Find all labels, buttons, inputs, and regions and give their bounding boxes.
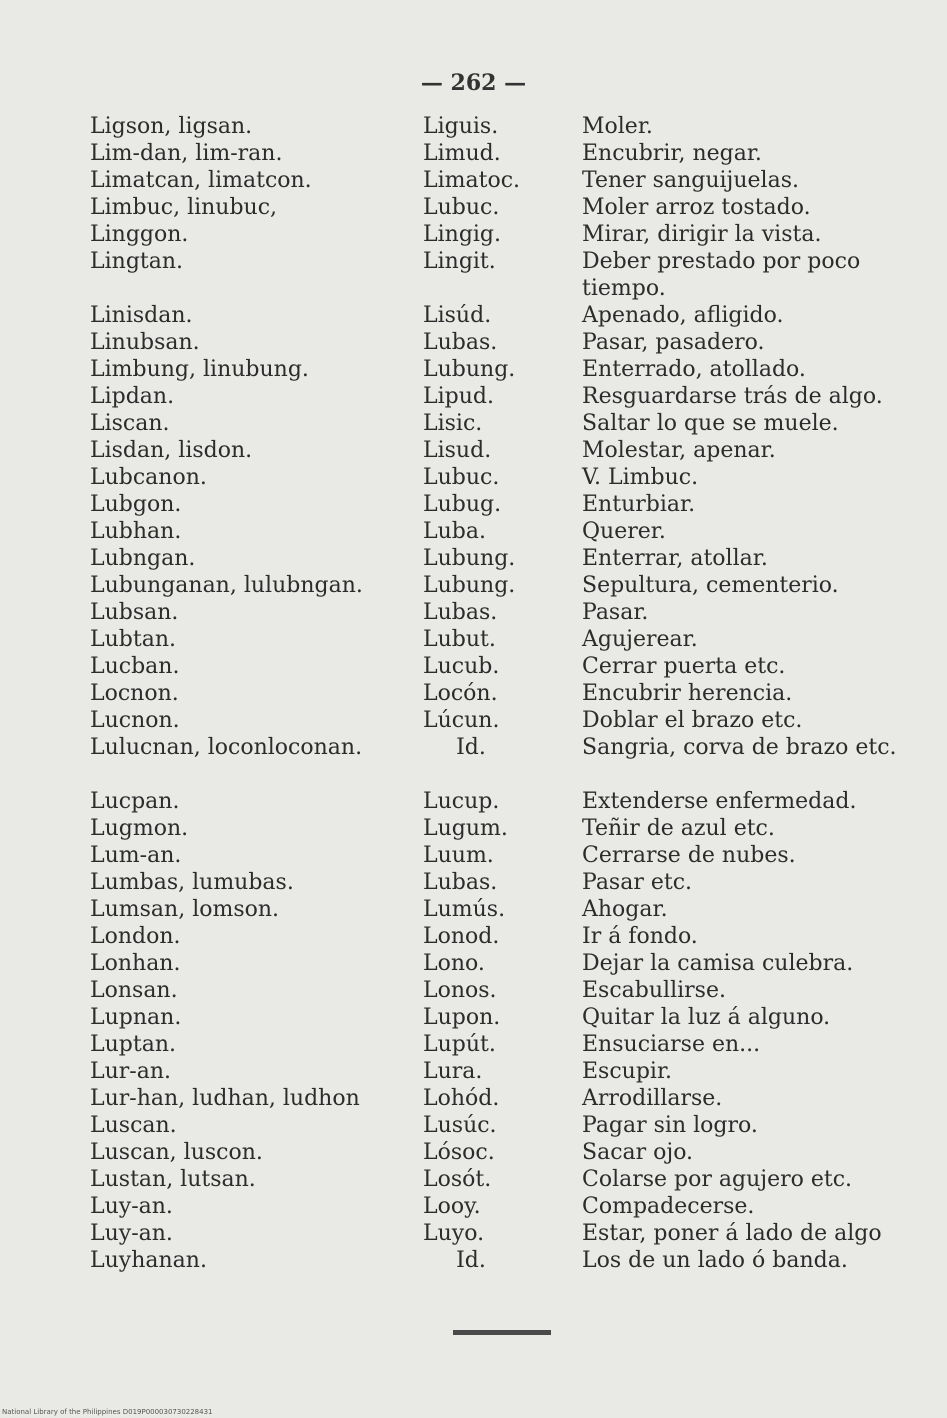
dictionary-entry xyxy=(0,113,947,140)
entry-root: Luum. xyxy=(423,843,494,868)
entry-meaning: Escabullirse. xyxy=(582,978,726,1003)
entry-meaning: Estar, poner á lado de algo xyxy=(582,1221,882,1246)
entry-meaning: Enterrado, atollado. xyxy=(582,357,806,382)
entry-meaning: Dejar la camisa culebra. xyxy=(582,951,854,976)
entry-root: Lono. xyxy=(423,951,485,976)
entry-meaning: Doblar el brazo etc. xyxy=(582,708,803,733)
entry-meaning: Escupir. xyxy=(582,1059,673,1084)
entry-word: Ligson, ligsan. xyxy=(90,114,253,139)
entry-root: Lubas. xyxy=(423,600,498,625)
dictionary-entry xyxy=(0,923,947,950)
entry-root: Lubung. xyxy=(423,546,516,571)
dictionary-entry xyxy=(0,653,947,680)
entry-meaning: Pagar sin logro. xyxy=(582,1113,758,1138)
dictionary-entry xyxy=(0,167,947,194)
entry-word: London. xyxy=(90,924,181,949)
dictionary-entry xyxy=(0,950,947,977)
dictionary-entries xyxy=(0,113,947,1274)
entry-meaning: Sangria, corva de brazo etc. xyxy=(582,735,897,760)
entry-meaning: Agujerear. xyxy=(582,627,698,652)
entry-root: Lisic. xyxy=(423,411,483,436)
entry-word: Limbung, linubung. xyxy=(90,357,309,382)
entry-word: Linubsan. xyxy=(90,330,200,355)
entry-word: Lubhan. xyxy=(90,519,182,544)
dictionary-entry xyxy=(0,329,947,356)
entry-word: Lonsan. xyxy=(90,978,178,1003)
dictionary-entry xyxy=(0,896,947,923)
entry-word: Luscan. xyxy=(90,1113,177,1138)
entry-root: Lura. xyxy=(423,1059,483,1084)
entry-word: Luscan, luscon. xyxy=(90,1140,263,1165)
entry-root: Lohód. xyxy=(423,1086,500,1111)
dictionary-entry xyxy=(0,518,947,545)
entry-root: Lipud. xyxy=(423,384,494,409)
entry-word: Lustan, lutsan. xyxy=(90,1167,256,1192)
entry-word: Liscan. xyxy=(90,411,170,436)
entry-word: Lur-han, ludhan, ludhon xyxy=(90,1086,360,1111)
entry-word: Lupnan. xyxy=(90,1005,182,1030)
entry-root: Lucup. xyxy=(423,789,500,814)
dictionary-entry xyxy=(0,383,947,410)
entry-root: Losót. xyxy=(423,1167,492,1192)
entry-word: Linisdan. xyxy=(90,303,193,328)
dictionary-entry xyxy=(0,302,947,329)
entry-meaning: Sacar ojo. xyxy=(582,1140,694,1165)
entry-root: Lusúc. xyxy=(423,1113,497,1138)
entry-word: Linggon. xyxy=(90,222,189,247)
entry-word: Lubngan. xyxy=(90,546,196,571)
entry-word: Lur-an. xyxy=(90,1059,172,1084)
entry-root: Lonos. xyxy=(423,978,497,1003)
entry-word: Locnon. xyxy=(90,681,179,706)
footer-attribution: National Library of the Philippines D019P000030730228431 xyxy=(2,1408,213,1416)
entry-meaning: Colarse por agujero etc. xyxy=(582,1167,853,1192)
dictionary-entry xyxy=(0,1085,947,1112)
dictionary-entry xyxy=(0,545,947,572)
dictionary-entry xyxy=(0,842,947,869)
dictionary-entry xyxy=(0,248,947,302)
entry-root: Lubung. xyxy=(423,573,516,598)
entry-root: Lugum. xyxy=(423,816,508,841)
entry-meaning: Teñir de azul etc. xyxy=(582,816,775,841)
dictionary-entry xyxy=(0,1112,947,1139)
entry-word: Luyhanan. xyxy=(90,1248,207,1273)
entry-word: Lonhan. xyxy=(90,951,181,976)
entry-word: Lumsan, lomson. xyxy=(90,897,280,922)
entry-word: Lubsan. xyxy=(90,600,179,625)
page-number: — 262 — xyxy=(420,70,527,96)
dictionary-entry xyxy=(0,599,947,626)
entry-meaning: Pasar etc. xyxy=(582,870,693,895)
dictionary-entry xyxy=(0,410,947,437)
entry-root: Lonod. xyxy=(423,924,500,949)
dictionary-entry xyxy=(0,1166,947,1193)
entry-meaning: Compadecerse. xyxy=(582,1194,755,1219)
dictionary-entry xyxy=(0,356,947,383)
entry-root: Lucub. xyxy=(423,654,500,679)
entry-root: Lingig. xyxy=(423,222,502,247)
entry-root: Locón. xyxy=(423,681,498,706)
entry-root: Limatoc. xyxy=(423,168,521,193)
entry-word: Lipdan. xyxy=(90,384,175,409)
entry-word: Limbuc, linubuc, xyxy=(90,195,278,220)
entry-word: Lucpan. xyxy=(90,789,180,814)
entry-meaning: Enturbiar. xyxy=(582,492,696,517)
dictionary-entry xyxy=(0,869,947,896)
entry-meaning: Molestar, apenar. xyxy=(582,438,776,463)
entry-meaning: Arrodillarse. xyxy=(582,1086,723,1111)
dictionary-entry xyxy=(0,977,947,1004)
entry-meaning: Mirar, dirigir la vista. xyxy=(582,222,822,247)
entry-word: Lucnon. xyxy=(90,708,180,733)
entry-word: Lulucnan, loconloconan. xyxy=(90,735,363,760)
dictionary-entry xyxy=(0,572,947,599)
entry-root: Lupút. xyxy=(423,1032,496,1057)
dictionary-entry xyxy=(0,815,947,842)
dictionary-entry xyxy=(0,707,947,734)
dictionary-entry xyxy=(0,491,947,518)
entry-root: Liguis. xyxy=(423,114,499,139)
entry-meaning: Quitar la luz á alguno. xyxy=(582,1005,831,1030)
entry-meaning: V. Limbuc. xyxy=(582,465,699,490)
entry-meaning: Cerrarse de nubes. xyxy=(582,843,796,868)
entry-root: Id. xyxy=(456,1248,486,1273)
dictionary-entry xyxy=(0,1220,947,1247)
entry-root: Lubug. xyxy=(423,492,502,517)
dictionary-entry xyxy=(0,626,947,653)
entry-word: Lingtan. xyxy=(90,249,184,274)
entry-meaning: Extenderse enfermedad. xyxy=(582,789,857,814)
entry-root: Limud. xyxy=(423,141,501,166)
dictionary-entry xyxy=(0,221,947,248)
entry-root: Lubuc. xyxy=(423,465,500,490)
entry-meaning: Encubrir herencia. xyxy=(582,681,793,706)
dictionary-entry xyxy=(0,680,947,707)
entry-word: Lugmon. xyxy=(90,816,189,841)
entry-meaning: Ir á fondo. xyxy=(582,924,698,949)
dictionary-entry xyxy=(0,1193,947,1220)
entry-meaning: Pasar, pasadero. xyxy=(582,330,765,355)
dictionary-entry xyxy=(0,1004,947,1031)
dictionary-entry xyxy=(0,464,947,491)
entry-root: Lubung. xyxy=(423,357,516,382)
dictionary-entry xyxy=(0,1031,947,1058)
entry-root: Luba. xyxy=(423,519,486,544)
entry-word: Lubtan. xyxy=(90,627,176,652)
dictionary-entry xyxy=(0,1139,947,1166)
entry-meaning: Ahogar. xyxy=(582,897,668,922)
entry-root: Looy. xyxy=(423,1194,481,1219)
dictionary-entry xyxy=(0,1058,947,1085)
entry-meaning: Querer. xyxy=(582,519,666,544)
entry-root: Lubas. xyxy=(423,870,498,895)
entry-word: Luy-an. xyxy=(90,1221,173,1246)
entry-root: Lisud. xyxy=(423,438,492,463)
dictionary-entry xyxy=(0,788,947,815)
dictionary-entry xyxy=(0,734,947,788)
entry-meaning: Ensuciarse en... xyxy=(582,1032,761,1057)
entry-word: Luptan. xyxy=(90,1032,176,1057)
entry-word: Luy-an. xyxy=(90,1194,173,1219)
entry-meaning: Apenado, afligido. xyxy=(582,303,784,328)
entry-meaning: Saltar lo que se muele. xyxy=(582,411,839,436)
entry-root: Lubuc. xyxy=(423,195,500,220)
entry-meaning: Encubrir, negar. xyxy=(582,141,762,166)
entry-word: Lucban. xyxy=(90,654,180,679)
entry-root: Lúcun. xyxy=(423,708,500,733)
dictionary-entry xyxy=(0,437,947,464)
entry-root: Luyo. xyxy=(423,1221,485,1246)
entry-word: Lubcanon. xyxy=(90,465,207,490)
dictionary-entry xyxy=(0,194,947,221)
entry-word: Lubunganan, lulubngan. xyxy=(90,573,363,598)
entry-root: Lósoc. xyxy=(423,1140,495,1165)
entry-meaning: Tener sanguijuelas. xyxy=(582,168,799,193)
dictionary-entry xyxy=(0,140,947,167)
entry-word: Lisdan, lisdon. xyxy=(90,438,253,463)
entry-root: Lingit. xyxy=(423,249,496,274)
end-rule xyxy=(453,1330,551,1335)
entry-word: Lum-an. xyxy=(90,843,182,868)
entry-meaning: Enterrar, atollar. xyxy=(582,546,768,571)
entry-root: Lubut. xyxy=(423,627,496,652)
entry-meaning: Cerrar puerta etc. xyxy=(582,654,786,679)
entry-meaning: Los de un lado ó banda. xyxy=(582,1248,848,1273)
entry-meaning: Moler. xyxy=(582,114,653,139)
entry-word: Lubgon. xyxy=(90,492,182,517)
entry-root: Lisúd. xyxy=(423,303,492,328)
entry-meaning: Resguardarse trás de algo. xyxy=(582,384,883,409)
entry-root: Lupon. xyxy=(423,1005,501,1030)
dictionary-entry xyxy=(0,1247,947,1274)
entry-word: Lumbas, lumubas. xyxy=(90,870,294,895)
entry-meaning: Deber prestado por poco tiempo. xyxy=(582,249,861,301)
entry-root: Lubas. xyxy=(423,330,498,355)
entry-meaning: Sepultura, cementerio. xyxy=(582,573,839,598)
entry-meaning: Pasar. xyxy=(582,600,649,625)
entry-meaning: Moler arroz tostado. xyxy=(582,195,811,220)
entry-word: Limatcan, limatcon. xyxy=(90,168,312,193)
entry-root: Lumús. xyxy=(423,897,506,922)
entry-root: Id. xyxy=(456,735,486,760)
entry-word: Lim-dan, lim-ran. xyxy=(90,141,283,166)
